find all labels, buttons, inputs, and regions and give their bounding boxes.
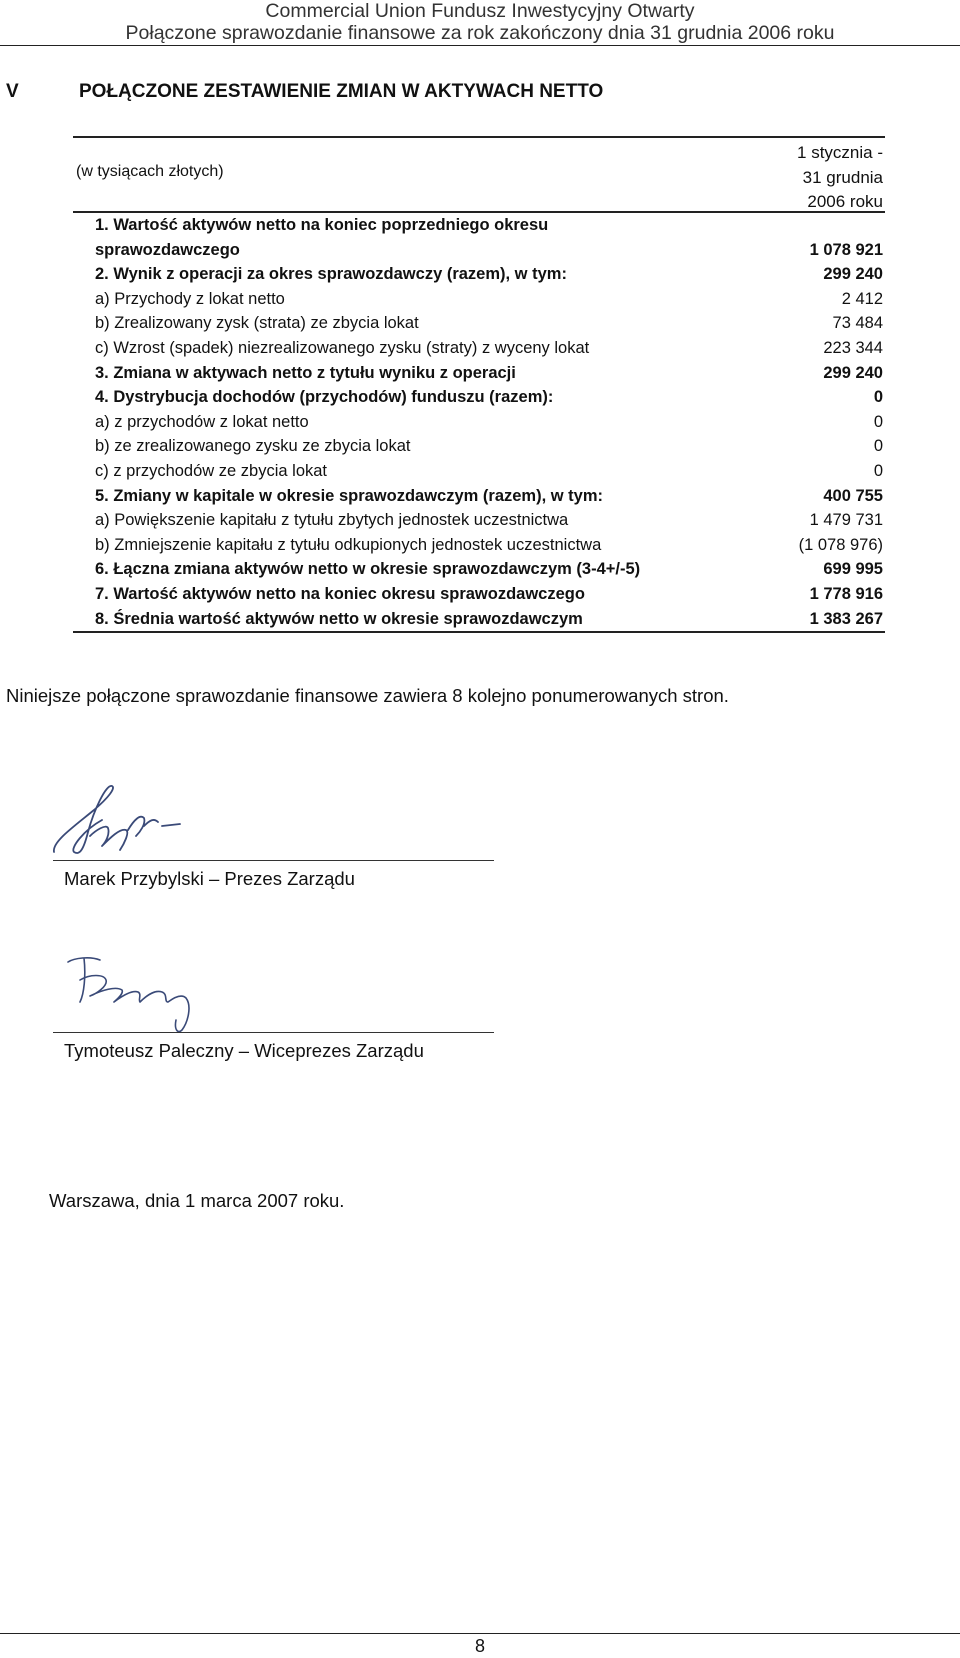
page-header [0,0,960,46]
row-label: b) Zmniejszenie kapitału z tytułu odkupionych jednostek uczestnictwa [95,535,602,554]
row-label: 7. Wartość aktywów netto na koniec okresu sprawozdawczego [95,584,585,603]
report-title: Połączone sprawozdanie finansowe za rok zakończony dnia 31 grudnia 2006 roku [125,22,835,44]
table-header [73,138,885,213]
period-line: 31 grudnia [802,167,883,187]
row-value: 1 778 916 [809,584,883,603]
signature-image [50,780,190,860]
row-label: 2. Wynik z operacji za okres sprawozdawczy (razem), w tym: [95,265,567,284]
table-row [73,385,885,410]
row-label: 8. Średnia wartość aktywów netto w okresie sprawozdawczym [95,609,583,628]
table-row [73,508,885,533]
table-row [73,607,885,632]
row-label: 6. Łączna zmiana aktywów netto w okresie sprawozdawczym (3-4+/-5) [95,560,641,579]
row-value: 0 [873,412,883,431]
table-row [73,533,885,558]
row-label: c) Wzrost (spadek) niezrealizowanego zysku (straty) z wyceny lokat [95,338,590,357]
row-label-line: 1. Wartość aktywów netto na koniec poprzedniego okresu [95,216,549,234]
row-value: 0 [873,388,883,407]
signatory-name: Tymoteusz Paleczny – Wiceprezes Zarządu [64,1040,424,1061]
place-and-date: Warszawa, dnia 1 marca 2007 roku. [49,1190,345,1211]
period-line: 1 stycznia - [797,143,883,162]
net-assets-statement-table [73,136,885,633]
table-row [73,311,885,336]
row-value: 0 [873,437,883,456]
section-number: V [6,81,19,102]
row-label: a) z przychodów z lokat netto [95,412,309,431]
row-label-line: sprawozdawczego [95,240,240,259]
row-value: 1 479 731 [809,511,883,530]
row-value: 0 [873,461,883,480]
signature-line [53,1032,494,1033]
section-title: POŁĄCZONE ZESTAWIENIE ZMIAN W AKTYWACH NETTO [79,81,604,102]
page-count-notice: Niniejsze połączone sprawozdanie finansowe zawiera 8 kolejno ponumerowanych stron. [6,685,729,706]
row-label: a) Przychody z lokat netto [95,289,285,308]
table-row [73,262,885,287]
row-label [73,213,548,262]
row-value: 299 240 [823,265,883,284]
table-row [73,287,885,312]
signature-image [60,950,200,1035]
page-footer-rule [0,1633,960,1634]
table-row [73,557,885,582]
row-label: 5. Zmiany w kapitale w okresie sprawozdawczym (razem), w tym: [95,486,604,505]
row-label: b) Zrealizowany zysk (strata) ze zbycia lokat [95,314,419,333]
row-value: 699 995 [823,560,883,579]
unit-note: (w tysiącach złotych) [76,163,224,180]
table-row [73,459,885,484]
page-number: 8 [474,1636,485,1656]
signatory-name: Marek Przybylski – Prezes Zarządu [64,868,355,889]
table-row [73,484,885,509]
row-value: 223 344 [823,338,883,357]
row-label: b) ze zrealizowanego zysku ze zbycia lokat [95,437,411,456]
table-row [73,361,885,386]
table-row [73,582,885,607]
row-value: 1 078 921 [809,240,883,259]
signature-line [53,860,494,861]
row-value: 299 240 [823,363,883,382]
table-row [73,336,885,361]
row-value: 400 755 [823,486,883,505]
row-value: 73 484 [832,314,883,333]
table-row [73,434,885,459]
table-row [73,410,885,435]
row-label: c) z przychodów ze zbycia lokat [95,461,328,480]
period-line: 2006 roku [807,192,883,211]
table-row [73,213,885,262]
period-heading [797,141,883,215]
row-value: 1 383 267 [809,609,883,628]
row-label: a) Powiększenie kapitału z tytułu zbytych jednostek uczestnictwa [95,511,569,530]
row-label: 3. Zmiana w aktywach netto z tytułu wyniku z operacji [95,363,516,382]
row-value: (1 078 976) [798,535,883,554]
row-value: 2 412 [841,289,883,308]
fund-name: Commercial Union Fundusz Inwestycyjny Otwarty [265,0,695,22]
row-label: 4. Dystrybucja dochodów (przychodów) funduszu (razem): [95,388,554,407]
